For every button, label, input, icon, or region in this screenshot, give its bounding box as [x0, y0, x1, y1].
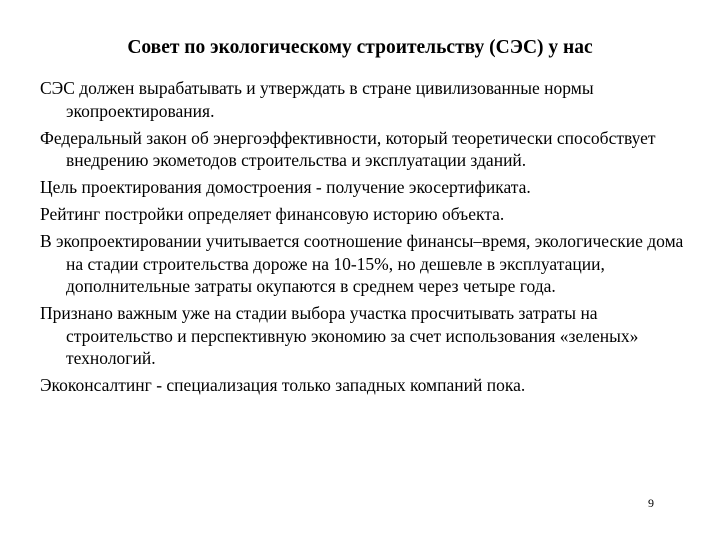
paragraph-eco-consulting: Экоконсалтинг - специализация только западных компаний пока.: [40, 375, 526, 395]
slide-title: Совет по экологическому строительству (СЭС) у нас: [127, 37, 593, 58]
paragraph-design-goal: Цель проектирования домостроения - получение экосертификата.: [40, 177, 531, 197]
paragraph-ses-norms: СЭС должен вырабатывать и утверждать в стране цивилизованные нормы экопроектирования.: [40, 78, 594, 121]
paragraph-site-selection: Признано важным уже на стадии выбора участка просчитывать затраты на строительство и перспективную экономию за счет использования «зеленых» технологий.: [40, 303, 639, 368]
paragraph-rating: Рейтинг постройки определяет финансовую историю объекта.: [40, 204, 505, 224]
page-number: 9: [648, 496, 654, 510]
paragraph-finance-time: В экопроектировании учитывается соотношение финансы–время, экологические дома на стадии строительства дороже на 10-15%, но дешевле в эксплуатации, дополнительные затраты окупаются в среднем через четыре года.: [40, 231, 684, 296]
slide-body: [40, 77, 700, 401]
paragraph-federal-law: Федеральный закон об энергоэффективности, который теоретически способствует внедрению экометодов строительства и эксплуатации зданий.: [40, 127, 656, 170]
